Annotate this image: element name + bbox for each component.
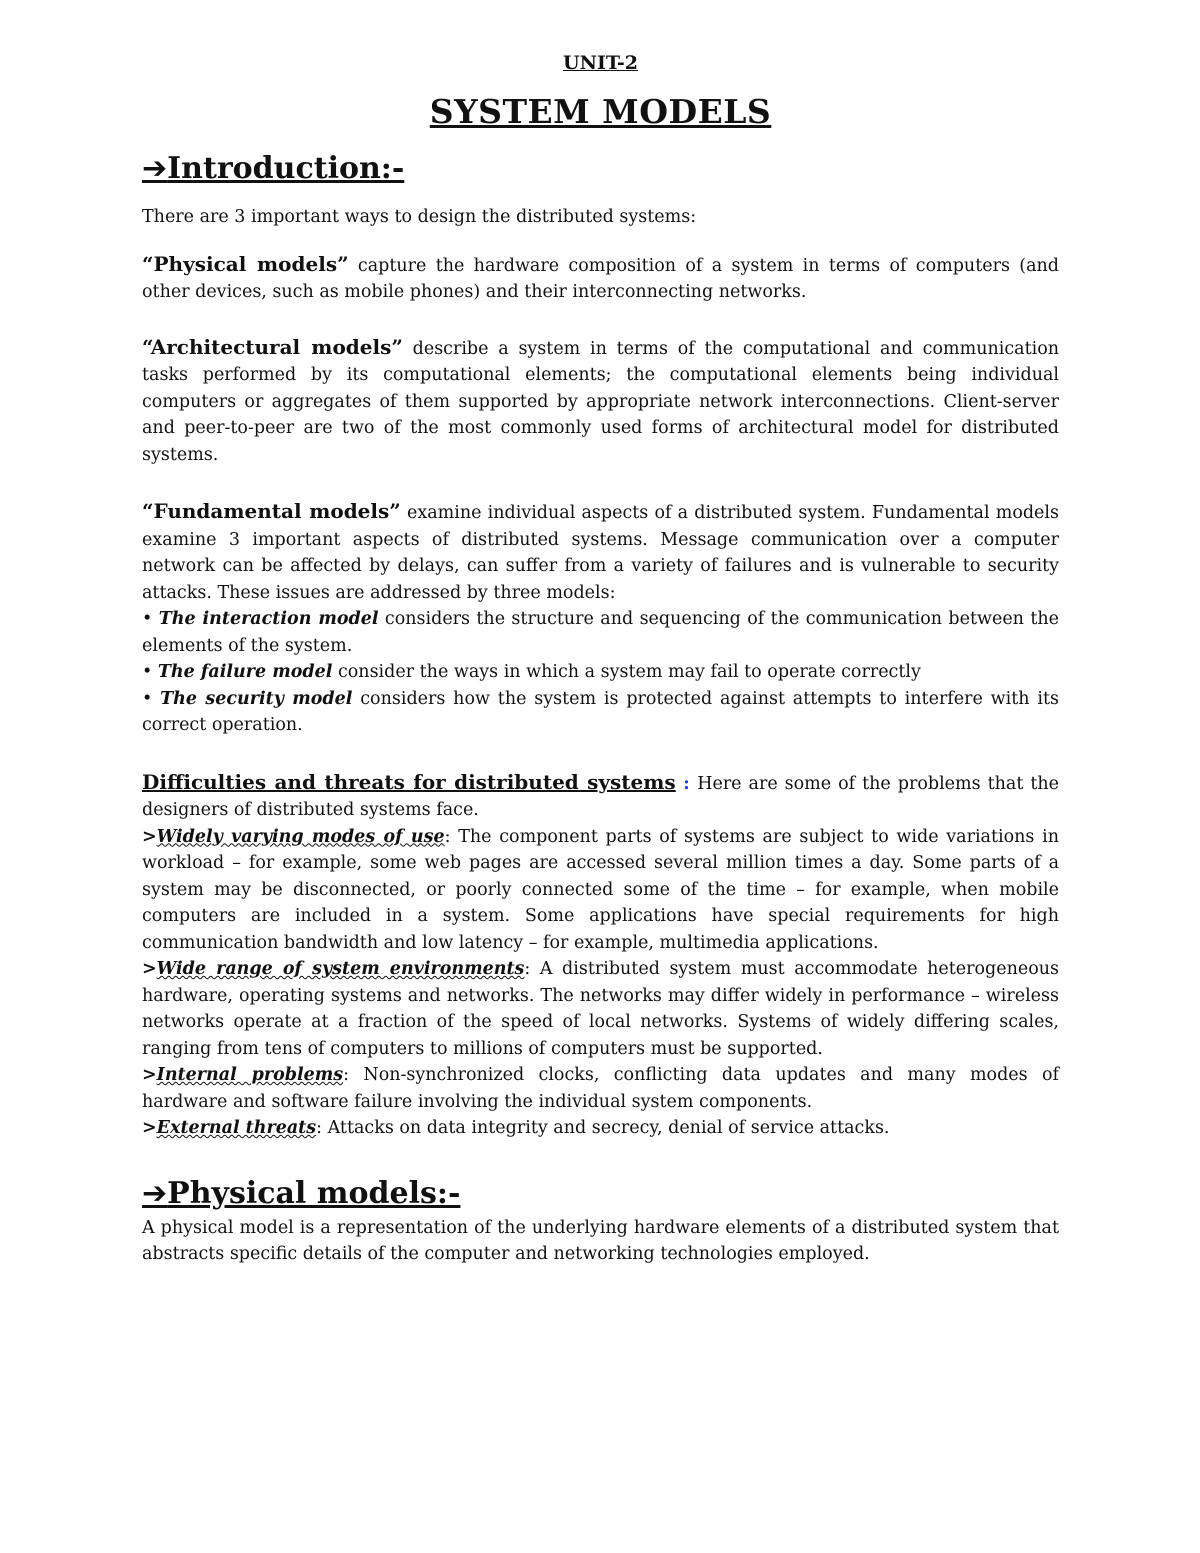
difficulty-item: >External threats: Attacks on data integrity and secrecy, denial of service attacks. <box>142 1118 890 1138</box>
difficulty-item: >Widely varying modes of use: The component parts of systems are subject to wide variations in workload – for example, some web pages are accessed several million times a day. Some parts of a system may be disconnected, or poorly connected some of the time – for example, when mobile computers are included in a system. Some applications have special requirements for high communication bandwidth and low latency – for example, multimedia applications. <box>142 826 1059 953</box>
physical-models-heading: ➔Physical models:- <box>142 1175 461 1211</box>
physical-models-description: A physical model is a representation of the underlying hardware elements of a distributed system that abstracts specific details of the computer and networking technologies employed. <box>142 1217 1059 1264</box>
introduction-heading: ➔Introduction:- <box>142 151 405 186</box>
intro-lead: There are 3 important ways to design the distributed systems: <box>142 207 697 227</box>
page-title: SYSTEM MODELS <box>429 91 772 131</box>
arrow-right-icon: ➔ <box>142 151 168 186</box>
fundamental-models-paragraph: “Fundamental models” examine individual aspects of a distributed system. Fundamental models examine 3 important aspects of distributed systems. Message communication over a computer network can be affected by delays, can suffer from a variety of failures and is vulnerable to security attacks. These issues are addressed by three models: <box>142 499 1059 603</box>
bullet-interaction-model: • The interaction model considers the structure and sequencing of the communication between the elements of the system. <box>142 609 1059 656</box>
architectural-models-term: “Architectural models” <box>142 334 403 359</box>
document-page <box>142 50 1059 1268</box>
fundamental-models-term: “Fundamental models” <box>142 499 401 523</box>
physical-models-term: “Physical models” <box>142 251 349 276</box>
architectural-models-paragraph: “Architectural models” describe a system in terms of the computational and communication tasks performed by its computational elements; the computational elements being individual computers or aggregates of them supported by appropriate network interconnections. Client-server and peer-to-peer are two of the most commonly used forms of architectural model for distributed systems. <box>142 334 1060 465</box>
difficulties-paragraph: Difficulties and threats for distributed systems : Here are some of the problems that the designers of distributed systems face. <box>142 769 1059 820</box>
physical-models-paragraph: “Physical models” capture the hardware composition of a system in terms of computers (and other devices, such as mobile phones) and their interconnecting networks. <box>142 251 1059 302</box>
bullet-security-model: • The security model considers how the system is protected against attempts to interfere with its correct operation. <box>142 688 1059 735</box>
bullet-failure-model: • The failure model consider the ways in which a system may fail to operate correctly <box>142 662 921 682</box>
difficulty-item: >Internal problems: Non-synchronized clocks, conflicting data updates and many modes of hardware and software failure involving the individual system components. <box>142 1065 1059 1112</box>
arrow-right-icon: ➔ <box>142 1175 168 1211</box>
difficulties-heading: Difficulties and threats for distributed systems <box>142 769 676 794</box>
difficulty-item: >Wide range of system environments: A distributed system must accommodate heterogeneous hardware, operating systems and networks. The networks may differ widely in performance – wireless networks operate at a fraction of the speed of local networks. Systems of widely differing scales, ranging from tens of computers to millions of computers must be supported. <box>142 959 1060 1059</box>
unit-label: UNIT-2 <box>563 52 638 74</box>
